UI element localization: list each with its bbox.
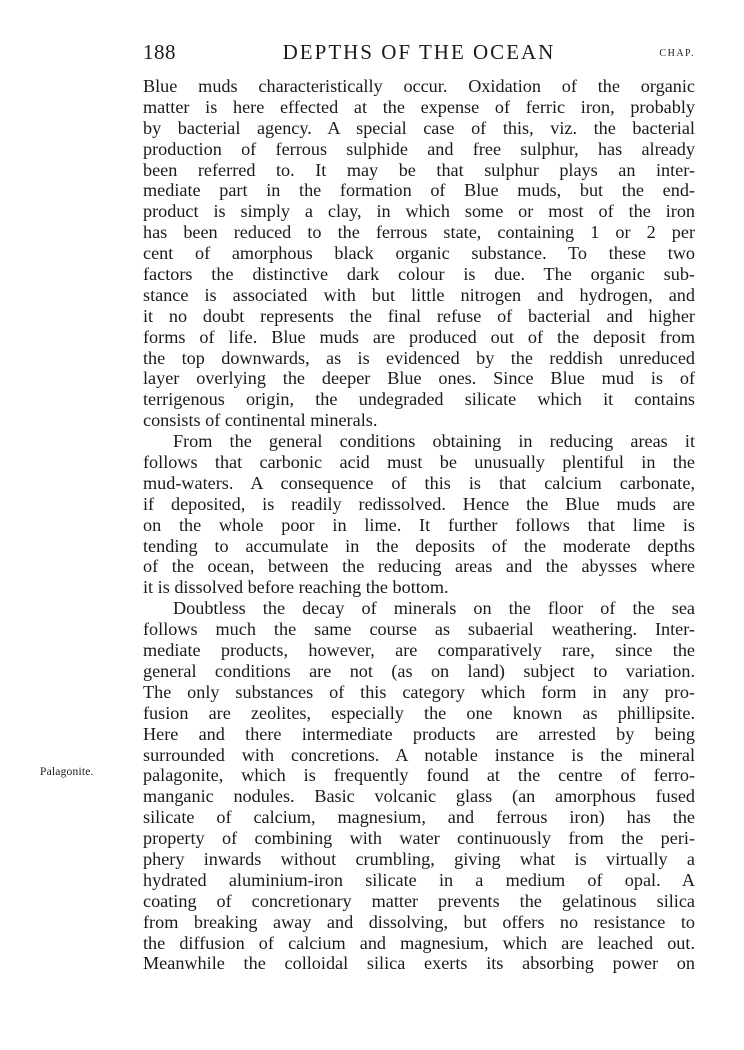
text-line: terrigenous origin, the undegraded silicate which it contains [143, 389, 695, 410]
text-line: From the general conditions obtaining in reducing areas it [173, 431, 695, 452]
text-line: matter is here effected at the expense of ferric iron, probably [143, 96, 695, 117]
text-line: surrounded with concretions. A notable instance is the mineral [143, 744, 695, 765]
text-line: cent of amorphous black organic substance. To these two [143, 243, 695, 264]
text-line: it is dissolved before reaching the bottom. [143, 577, 449, 598]
text-line: factors the distinctive dark colour is due. The organic sub- [143, 264, 695, 285]
text-line: hydrated aluminium-iron silicate in a medium of opal. A [143, 869, 695, 890]
text-line: mediate part in the formation of Blue muds, but the end- [143, 180, 695, 201]
text-line: follows much the same course as subaerial weathering. Inter- [143, 619, 695, 640]
text-line: follows that carbonic acid must be unusually plentiful in the [143, 452, 695, 473]
text-line: coating of concretionary matter prevents the gelatinous silica [143, 890, 695, 911]
text-line: on the whole poor in lime. It further follows that lime is [143, 514, 695, 535]
text-line: Blue muds characteristically occur. Oxidation of the organic [143, 76, 695, 96]
body-text [143, 76, 695, 974]
running-header [143, 38, 695, 70]
page-number: 188 [143, 40, 176, 64]
text-line: mud-waters. A consequence of this is that calcium carbonate, [143, 472, 695, 493]
text-line: product is simply a clay, in which some or most of the iron [143, 201, 695, 222]
text-line: silicate of calcium, magnesium, and ferrous iron) has the [143, 807, 695, 828]
text-line: the top downwards, as is evidenced by the reddish unreduced [143, 347, 695, 368]
chapter-mark: CHAP. [659, 48, 695, 59]
text-line: The only substances of this category which form in any pro- [143, 681, 695, 702]
text-line: Here and there intermediate products are arrested by being [143, 723, 695, 744]
text-line: Meanwhile the colloidal silica exerts its absorbing power on [143, 953, 695, 974]
text-line: of the ocean, between the reducing areas and the abysses where [143, 556, 695, 577]
text-line: general conditions are not (as on land) subject to variation. [143, 660, 695, 681]
text-line: consists of continental minerals. [143, 410, 378, 431]
text-line: phery inwards without crumbling, giving what is virtually a [143, 848, 695, 869]
text-line: property of combining with water continuously from the peri- [143, 828, 695, 849]
text-line: been referred to. It may be that sulphur plays an inter- [143, 159, 695, 180]
text-line: stance is associated with but little nitrogen and hydrogen, and [143, 284, 695, 305]
text-line: the diffusion of calcium and magnesium, which are leached out. [143, 932, 695, 953]
marginal-note: Palagonite. [40, 766, 94, 778]
text-line: fusion are zeolites, especially the one known as phillipsite. [143, 702, 695, 723]
text-line: production of ferrous sulphide and free sulphur, has already [143, 138, 695, 159]
text-line: by bacterial agency. A special case of this, viz. the bacterial [143, 117, 695, 138]
text-line: if deposited, is readily redissolved. Hence the Blue muds are [143, 493, 695, 514]
paragraph [143, 431, 695, 598]
text-line: from breaking away and dissolving, but offers no resistance to [143, 911, 695, 932]
text-line: layer overlying the deeper Blue ones. Since Blue mud is of [143, 368, 695, 389]
text-line: Doubtless the decay of minerals on the floor of the sea [173, 598, 695, 619]
text-line: forms of life. Blue muds are produced out of the deposit from [143, 326, 695, 347]
paragraph [143, 598, 695, 974]
text-line: tending to accumulate in the deposits of the moderate depths [143, 535, 695, 556]
running-title: DEPTHS OF THE OCEAN [282, 40, 556, 64]
text-line: it no doubt represents the final refuse of bacterial and higher [143, 305, 695, 326]
text-line: palagonite, which is frequently found at the centre of ferro- [143, 765, 695, 786]
text-line: has been reduced to the ferrous state, containing 1 or 2 per [143, 222, 695, 243]
paragraph [143, 76, 695, 431]
text-line: mediate products, however, are comparatively rare, since the [143, 640, 695, 661]
text-line: manganic nodules. Basic volcanic glass (an amorphous fused [143, 786, 695, 807]
